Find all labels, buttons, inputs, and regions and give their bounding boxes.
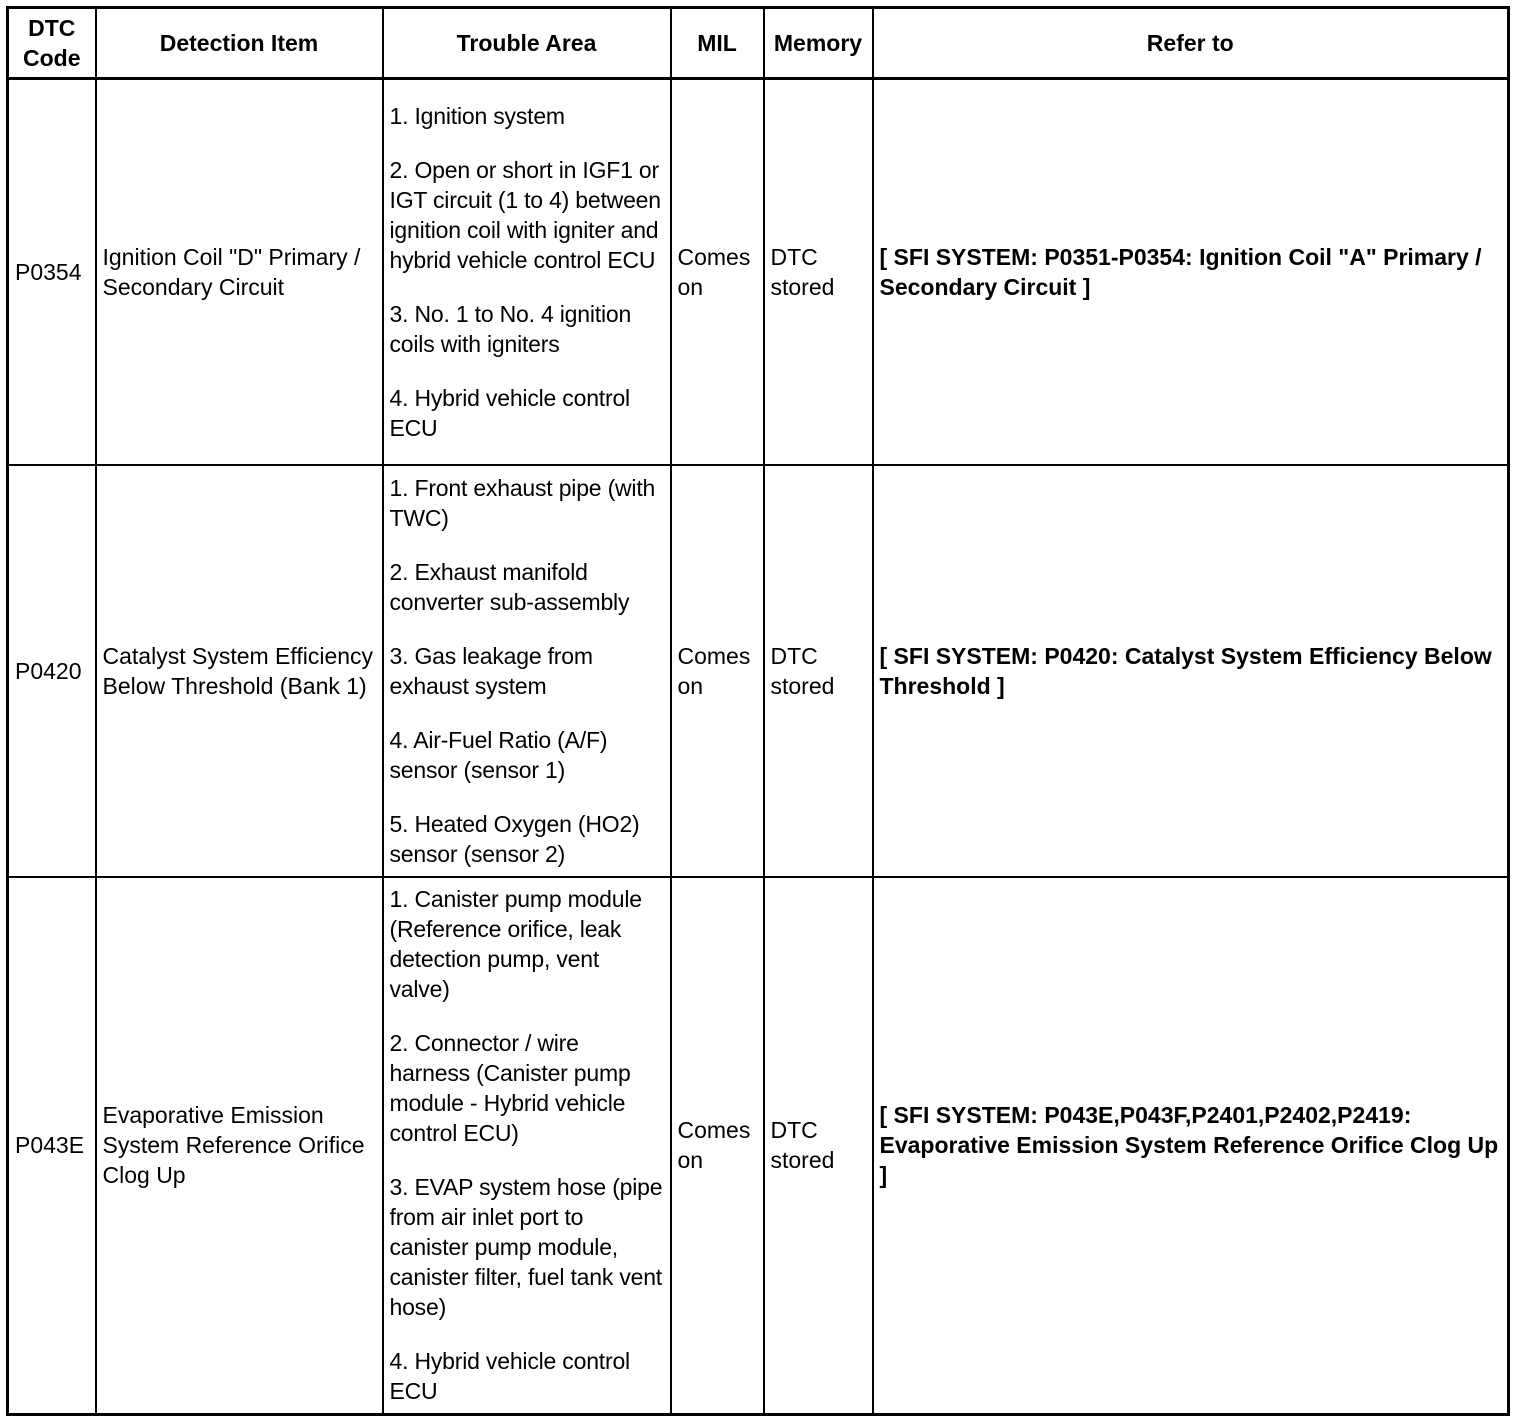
mil-cell: Comes on xyxy=(671,465,764,877)
trouble-area-item: 3. Gas leakage from exhaust system xyxy=(389,642,593,699)
trouble-area-item: 4. Hybrid vehicle control ECU xyxy=(389,384,630,441)
header-refer-to: Refer to xyxy=(873,8,1509,79)
mil-cell: Comes on xyxy=(671,877,764,1415)
trouble-area-item: 1. Front exhaust pipe (with TWC) xyxy=(389,474,656,531)
header-dtc-code: DTC Code xyxy=(8,8,96,79)
memory-cell: DTC stored xyxy=(764,79,873,465)
detection-item-cell: Evaporative Emission System Reference Orifice Clog Up xyxy=(96,877,383,1415)
trouble-area-item: 3. EVAP system hose (pipe from air inlet port to canister pump module, canister filter, fuel tank vent hose) xyxy=(389,1174,663,1321)
table-row xyxy=(8,465,1509,877)
trouble-area-item: 4. Hybrid vehicle control ECU xyxy=(389,1348,630,1405)
trouble-area-item: 1. Ignition system xyxy=(389,102,565,129)
trouble-area-item: 5. Heated Oxygen (HO2) sensor (sensor 2) xyxy=(389,810,640,867)
memory-cell: DTC stored xyxy=(764,465,873,877)
mil-cell: Comes on xyxy=(671,79,764,465)
header-detection-item: Detection Item xyxy=(96,8,383,79)
table-row xyxy=(8,79,1509,465)
header-trouble-area: Trouble Area xyxy=(383,8,671,79)
trouble-area-item: 4. Air-Fuel Ratio (A/F) sensor (sensor 1) xyxy=(389,726,608,783)
trouble-area-item: 2. Connector / wire harness (Canister pump module - Hybrid vehicle control ECU) xyxy=(389,1030,631,1147)
detection-item-cell: Catalyst System Efficiency Below Threshold (Bank 1) xyxy=(96,465,383,877)
detection-item-cell: Ignition Coil "D" Primary / Secondary Circuit xyxy=(96,79,383,465)
dtc-table xyxy=(6,6,1510,1416)
header-memory: Memory xyxy=(764,8,873,79)
header-row xyxy=(8,8,1509,79)
trouble-area-item: 2. Exhaust manifold converter sub-assembly xyxy=(389,558,630,615)
trouble-area-item: 2. Open or short in IGF1 or IGT circuit (1 to 4) between ignition coil with igniter and hybrid vehicle control ECU xyxy=(389,156,661,273)
dtc-code-cell: P043E xyxy=(8,877,96,1415)
refer-to-link[interactable]: [ SFI SYSTEM: P043E,P043F,P2401,P2402,P2419: Evaporative Emission System Reference Orifice Clog Up ] xyxy=(873,877,1509,1415)
memory-cell: DTC stored xyxy=(764,877,873,1415)
dtc-code-cell: P0420 xyxy=(8,465,96,877)
trouble-area-cell xyxy=(383,465,671,877)
trouble-area-item: 1. Canister pump module (Reference orifice, leak detection pump, vent valve) xyxy=(389,886,642,1003)
trouble-area-cell xyxy=(383,79,671,465)
refer-to-link[interactable]: [ SFI SYSTEM: P0351-P0354: Ignition Coil "A" Primary / Secondary Circuit ] xyxy=(873,79,1509,465)
header-mil: MIL xyxy=(671,8,764,79)
trouble-area-cell xyxy=(383,877,671,1415)
refer-to-link[interactable]: [ SFI SYSTEM: P0420: Catalyst System Efficiency Below Threshold ] xyxy=(873,465,1509,877)
table-row xyxy=(8,877,1509,1415)
trouble-area-item: 3. No. 1 to No. 4 ignition coils with igniters xyxy=(389,300,632,357)
dtc-code-cell: P0354 xyxy=(8,79,96,465)
